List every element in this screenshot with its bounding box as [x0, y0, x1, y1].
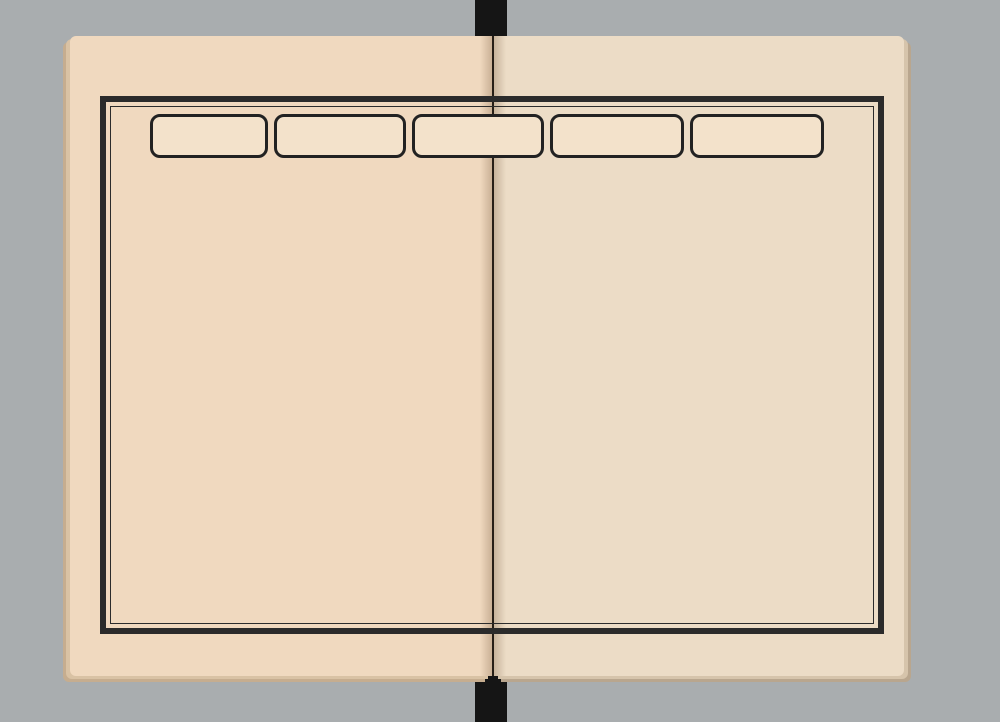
contents-end-note — [112, 122, 142, 592]
book-title — [834, 122, 864, 592]
volume-tab-4 — [274, 114, 406, 158]
contents-frame — [100, 96, 884, 634]
volume-header-band — [150, 114, 830, 166]
volume-tab-1 — [690, 114, 824, 158]
volume-tab-2 — [550, 114, 684, 158]
volume-tab-3 — [412, 114, 544, 158]
volume-tab-5 — [150, 114, 268, 158]
